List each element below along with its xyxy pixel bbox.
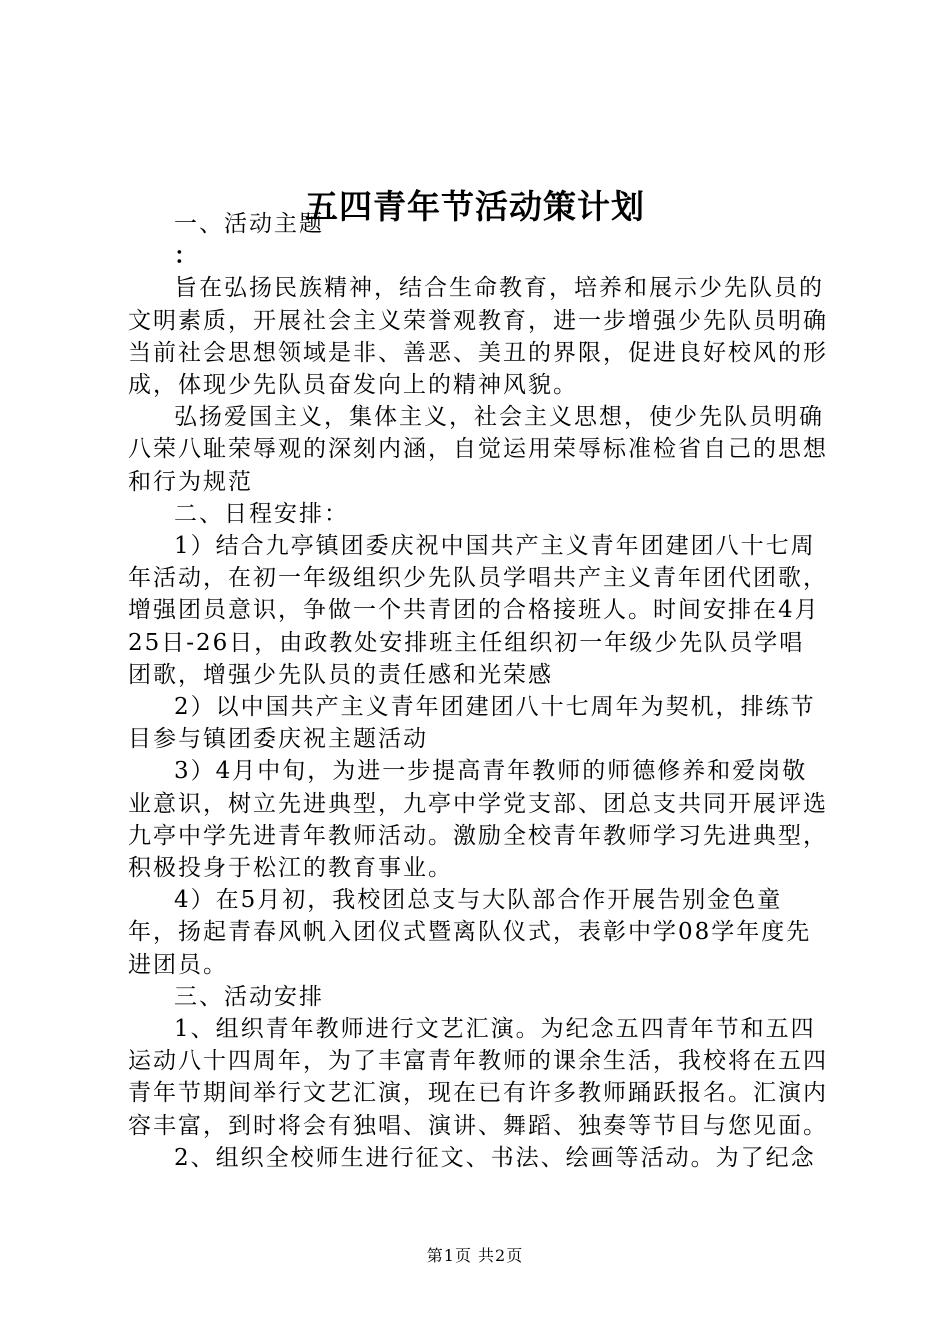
section-heading-theme: 一、活动主题 [174, 211, 324, 237]
section-heading-activities: 三、活动安排 [174, 983, 324, 1010]
paragraph: 2、组织全校师生进行征文、书法、绘画等活动。为了纪念 [174, 1144, 816, 1171]
document-body [128, 208, 828, 1174]
paragraph: 弘扬爱国主义，集体主义，社会主义思想，使少先队员明确八荣八耻荣辱观的深刻内涵，自觉运用荣辱标准检省自己的思想和行为规范 [128, 404, 828, 495]
paragraph: 1）结合九亭镇团委庆祝中国共产主义青年团建团八十七周年活动，在初一年级组织少先队员学唱共产主义青年团代团歌，增强团员意识，争做一个共青团的合格接班人。时间安排在4月25日-26日，由政教处安排班主任组织初一年级少先队员学唱团歌，增强少先队员的责任感和光荣感 [128, 533, 828, 688]
section-heading-schedule: 二、日程安排： [174, 500, 349, 527]
page-footer: 第1页 共2页 [426, 1246, 524, 1265]
document-title: 五四青年节活动策计划 [305, 187, 645, 226]
paragraph: 旨在弘扬民族精神，结合生命教育，培养和展示少先队员的文明素质，开展社会主义荣誉观教育，进一步增强少先队员明确当前社会思想领域是非、善恶、美丑的界限，促进良好校风的形成，体现少先队员奋发向上的精神风貌。 [128, 275, 828, 399]
paragraph: 4）在5月初，我校团总支与大队部合作开展告别金色童年，扬起青春风帆入团仪式暨离队仪式，表彰中学08学年度先进团员。 [128, 887, 812, 978]
paragraph: 2）以中国共产主义青年团建团八十七周年为契机，排练节目参与镇团委庆祝主题活动 [128, 694, 816, 753]
paragraph: 3）4月中旬，为进一步提高青年教师的师德修养和爱岗敬业意识，树立先进典型，九亭中学党支部、团总支共同开展评选九亭中学先进青年教师活动。激励全校青年教师学习先进典型，积极投身于松江的教育事业。 [128, 758, 828, 882]
paragraph: 1、组织青年教师进行文艺汇演。为纪念五四青年节和五四运动八十四周年，为了丰富青年教师的课余生活，我校将在五四青年节期间举行文艺汇演，现在已有许多教师踊跃报名。汇演内容丰富，到时将会有独唱、演讲、舞蹈、独奏等节目与您见面。 [128, 1016, 828, 1139]
theme-colon: ： [174, 242, 199, 270]
